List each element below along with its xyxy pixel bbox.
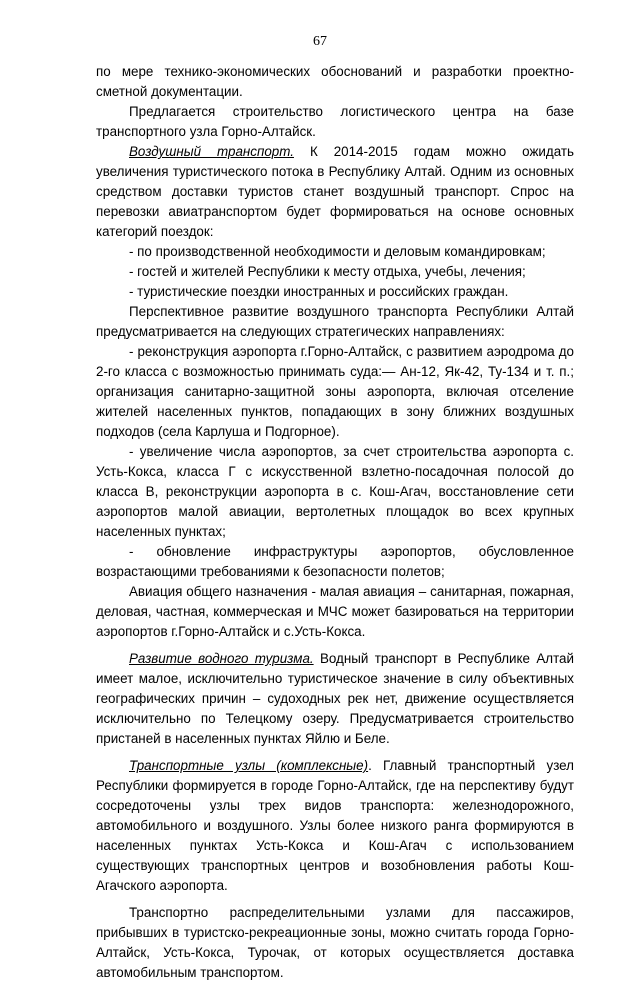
list-item-text: - туристические поездки иностранных и российских граждан. xyxy=(129,284,509,299)
paragraph-text: К 2014-2015 годам можно ожидать увеличения туристического потока в Республику Алтай. Одним из основных средством доставки туристов станет воздушный транспорт. Спрос на перевозки авиатранспортом будет формироваться на основе основных категорий поездок: xyxy=(96,144,574,239)
list-item-text: - гостей и жителей Республики к месту отдыха, учебы, лечения; xyxy=(129,264,526,279)
paragraph-general-aviation xyxy=(96,582,574,642)
list-item-text: - по производственной необходимости и деловым командировкам; xyxy=(129,244,546,259)
paragraph-water-tourism xyxy=(96,649,574,749)
paragraph-text: Водный транспорт в Республике Алтай имеет малое, исключительно туристическое значение в силу объективных географических причин – судоходных рек нет, движение осуществляется исключительно по Телецкому озеру. Предусматривается строительство пристаней в населенных пунктах Яйлю и Беле. xyxy=(96,651,574,746)
list-item-infrastructure xyxy=(96,542,574,582)
list-item-text: - реконструкция аэропорта г.Горно-Алтайск, с развитием аэродрома до 2-го класса с возможностью принимать суда:— Ан-12, Як-42, Ту-134 и т. п.; организация санитарно-защитной зоны аэропорта, включая отселение жителей населенных пунктов, попадающих в зону ближних воздушных подходов (села Карлуша и Подгорное). xyxy=(96,344,574,439)
list-item-business xyxy=(96,242,574,262)
paragraph-text: по мере технико-экономических обоснований и разработки проектно-сметной документации. xyxy=(96,64,574,99)
paragraph-text: . Главный транспортный узел Республики формируется в городе Горно-Алтайск, где на перспективу будут сосредоточены узлы трех видов транспорта: железнодорожного, автомобильного и воздушного. Узлы более низкого ранга формируются в населенных пунктах Усть-Кокса и Кош-Агач с использованием существующих транспортных центров и возобновления работы Кош-Агачского аэропорта. xyxy=(96,758,574,893)
list-item-airport-reconstruction xyxy=(96,342,574,442)
paragraph-text: Авиация общего назначения - малая авиация – санитарная, пожарная, деловая, частная, коммерческая и МЧС может базироваться на территории аэропортов г.Горно-Алтайск и с.Усть-Кокса. xyxy=(96,584,574,639)
paragraph-transport-hubs xyxy=(96,756,574,896)
list-item-text: - увеличение числа аэропортов, за счет строительства аэропорта с. Усть-Кокса, класса Г с искусственной взлетно-посадочная полосой до класса В, реконструкции аэропорта в с. Кош-Агач, восстановление сети аэропортов малой авиации, вертолетных площадок во всех крупных населенных пунктах; xyxy=(96,444,574,539)
paragraph-air-transport xyxy=(96,142,574,242)
paragraph-distribution-hubs xyxy=(96,903,574,983)
list-item-more-airports xyxy=(96,442,574,542)
list-item-tourism xyxy=(96,282,574,302)
body-text xyxy=(96,62,574,983)
paragraph-logistics-center xyxy=(96,102,574,142)
list-item-guests xyxy=(96,262,574,282)
list-item-text: - обновление инфраструктуры аэропортов, обусловленное возрастающими требованиями к безопасности полетов; xyxy=(96,544,574,579)
paragraph-text: Перспективное развитие воздушного транспорта Республики Алтай предусматривается на следующих стратегических направлениях: xyxy=(96,304,574,339)
paragraph-air-development xyxy=(96,302,574,342)
paragraph-continuation xyxy=(96,62,574,102)
paragraph-text: Транспортно распределительными узлами для пассажиров, прибывших в туристско-рекреационные зоны, можно считать города Горно-Алтайск, Усть-Кокса, Турочак, от которых осуществляется доставка автомобильным транспортом. xyxy=(96,905,574,980)
section-heading-transport-hubs: Транспортные узлы (комплексные) xyxy=(129,758,369,773)
paragraph-text: Предлагается строительство логистического центра на базе транспортного узла Горно-Алтайск. xyxy=(96,104,574,139)
section-heading-water-tourism: Развитие водного туризма. xyxy=(129,651,314,666)
section-heading-air-transport: Воздушный транспорт. xyxy=(129,144,294,159)
page-number: 67 xyxy=(313,34,327,49)
